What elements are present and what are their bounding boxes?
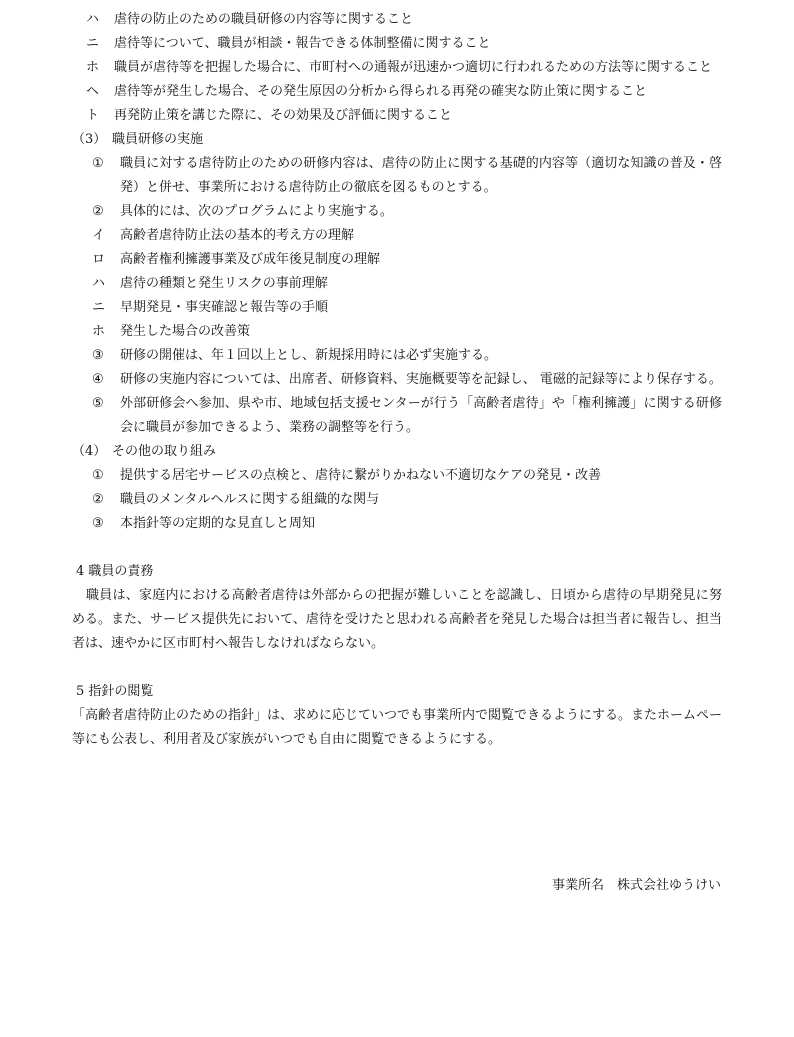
list-item [72, 200, 722, 224]
section-heading-access: 5 指針の閲覧 [76, 684, 154, 699]
list-item [72, 8, 722, 32]
list-item [72, 464, 722, 488]
list-text: 虐待の種類と発生リスクの事前理解 [120, 276, 328, 291]
list-text: 高齢者虐待防止法の基本的考え方の理解 [120, 228, 355, 243]
list-mark: ロ [92, 252, 106, 267]
list-text: 再発防止策を講じた際に、その効果及び評価に関すること [114, 108, 453, 123]
list-text: 研修の実施内容については、出席者、研修資料、実施概要等を記録し、 電磁的記録等により保存する。 [120, 372, 722, 387]
list-mark: ② [92, 204, 104, 219]
list-text: 虐待の防止のための職員研修の内容等に関すること [114, 12, 414, 27]
list-mark: ホ [86, 60, 100, 75]
list-item [72, 368, 722, 392]
list-mark: ③ [92, 348, 104, 363]
list-mark: ② [92, 492, 104, 507]
list-mark: ト [86, 108, 100, 123]
program-item [72, 296, 722, 320]
list-text: 本指針等の定期的な見直しと周知 [120, 516, 316, 531]
program-item [72, 320, 722, 344]
section-mark: （3） [72, 132, 107, 147]
list-text: 外部研修会へ参加、県や市、地域包括支援センターが行う「高齢者虐待」や「権利擁護」に関する研修会に職員が参加できるよう、業務の調整等を行う。 [120, 396, 722, 435]
list-mark: ① [92, 468, 104, 483]
blank-line [72, 536, 722, 560]
list-item [72, 56, 722, 80]
list-mark: ハ [92, 276, 106, 291]
list-item [72, 32, 722, 56]
list-mark: ③ [92, 516, 104, 531]
list-mark: イ [92, 228, 106, 243]
list-text: 職員に対する虐待防止のための研修内容は、虐待の防止に関する基礎的内容等（適切な知識の普及・啓発）と併せ、事業所における虐待防止の徹底を図るものとする。 [120, 156, 722, 195]
section-heading-duty: 4 職員の責務 [76, 564, 154, 579]
program-item [72, 248, 722, 272]
list-item [72, 512, 722, 536]
section-title: その他の取り組み [112, 444, 217, 459]
program-item [72, 272, 722, 296]
list-text: 虐待等について、職員が相談・報告できる体制整備に関すること [114, 36, 491, 51]
list-item [72, 152, 722, 200]
list-item [72, 104, 722, 128]
duty-paragraph: 職員は、家庭内における高齢者虐待は外部からの把握が難しいことを認識し、日頃から虐待の早期発見に努める。また、サービス提供先において、虐待を受けたと思われる高齢者を発見した場合は担当者に報告し、担当者は、速やかに区市町村へ報告しなければならない。 [72, 588, 722, 651]
list-text: 虐待等が発生した場合、その発生原因の分析から得られる再発の確実な防止策に関すること [114, 84, 648, 99]
list-mark: ヘ [86, 84, 100, 99]
list-text: 高齢者権利擁護事業及び成年後見制度の理解 [120, 252, 381, 267]
list-item [72, 392, 722, 440]
section-heading-other [72, 440, 722, 464]
list-text: 職員のメンタルヘルスに関する組織的な関与 [120, 492, 380, 507]
list-text: 職員が虐待等を把握した場合に、市町村への通報が迅速かつ適切に行われるための方法等に関すること [114, 60, 713, 75]
section-heading-training [72, 128, 722, 152]
list-mark: ホ [92, 324, 106, 339]
list-text: 具体的には、次のプログラムにより実施する。 [120, 204, 393, 219]
list-mark: ハ [86, 12, 100, 27]
list-mark: ニ [92, 300, 106, 315]
section-title: 職員研修の実施 [112, 132, 204, 147]
section-mark: （4） [72, 444, 107, 459]
list-text: 研修の開催は、年１回以上とし、新規採用時には必ず実施する。 [120, 348, 498, 363]
list-item [72, 344, 722, 368]
list-mark: ① [92, 156, 104, 171]
list-mark: ④ [92, 372, 104, 387]
list-mark: ⑤ [92, 396, 104, 411]
list-text: 発生した場合の改善策 [120, 324, 251, 339]
list-text: 早期発見・事実確認と報告等の手順 [120, 300, 329, 315]
list-item [72, 488, 722, 512]
office-signature: 事業所名 株式会社ゆうけい [551, 878, 721, 893]
list-text: 提供する居宅サービスの点検と、虐待に繋がりかねない不適切なケアの発見・改善 [120, 468, 602, 483]
access-paragraph: 「高齢者虐待防止のための指針」は、求めに応じていつでも事業所内で閲覧できるようにする。またホームペー等にも公表し、利用者及び家族がいつでも自由に閲覧できるようにする。 [72, 708, 723, 747]
list-item [72, 80, 722, 104]
program-item [72, 224, 722, 248]
blank-line [72, 656, 722, 680]
document-page [72, 8, 722, 752]
list-mark: ニ [86, 36, 100, 51]
